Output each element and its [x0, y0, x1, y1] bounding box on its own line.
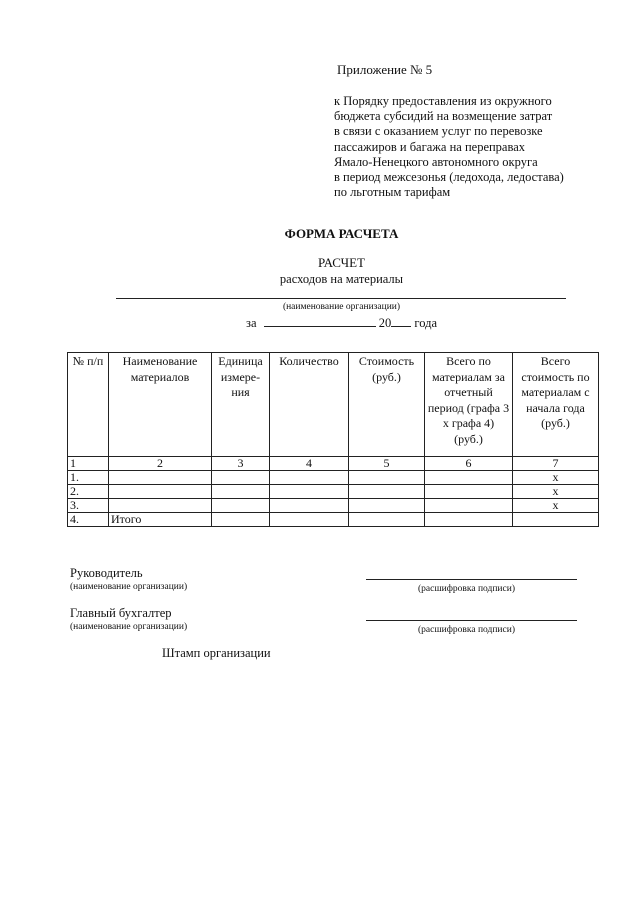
ytd-total-cell: х — [513, 485, 599, 499]
materials-table — [67, 352, 599, 527]
accountant-signature-caption: (расшифровка подписи) — [418, 625, 515, 635]
appendix-line: по льготным тарифам — [334, 185, 451, 200]
appendix-line: к Порядку предоставления из окружного — [334, 94, 552, 108]
header-cell: Наименование материалов — [109, 353, 212, 457]
period-total-cell[interactable] — [425, 499, 513, 513]
header-cell: Всего по материалам за отчетный период (графа 3 х графа 4) (руб.) — [425, 353, 513, 457]
head-org-caption: (наименование организации) — [70, 582, 188, 592]
stamp-label: Штамп организации — [162, 646, 271, 660]
header-cell: Стоимость (руб.) — [349, 353, 425, 457]
quantity-cell[interactable] — [270, 471, 349, 485]
total-label: Итого — [109, 513, 212, 527]
appendix-line: Ямало-Ненецкого автономного округа — [334, 154, 538, 169]
table-row — [68, 471, 599, 485]
header-cell: Количество — [270, 353, 349, 457]
period-total-cell[interactable] — [425, 485, 513, 499]
quantity-cell[interactable] — [270, 499, 349, 513]
period-prefix: за — [246, 316, 257, 330]
period-total-cell[interactable] — [425, 513, 513, 527]
unit-cell[interactable] — [212, 499, 270, 513]
column-number: 4 — [270, 457, 349, 471]
cost-cell[interactable] — [349, 471, 425, 485]
period-suffix: года — [414, 316, 437, 330]
appendix-title: Приложение № 5 — [337, 62, 433, 77]
material-name-cell[interactable] — [109, 471, 212, 485]
quantity-cell[interactable] — [270, 485, 349, 499]
appendix-line: в связи с оказанием услуг по перевозке — [334, 124, 543, 139]
column-number: 5 — [349, 457, 425, 471]
row-number: 2. — [68, 485, 109, 499]
accountant-signature-line[interactable] — [366, 620, 577, 621]
appendix-line: бюджета субсидий на возмещение затрат — [334, 109, 553, 124]
org-caption: (наименование организации) — [282, 302, 401, 312]
org-name-line — [116, 298, 566, 299]
column-number: 7 — [513, 457, 599, 471]
unit-cell[interactable] — [212, 485, 270, 499]
row-number: 4. — [68, 513, 109, 527]
material-name-cell[interactable] — [109, 485, 212, 499]
head-signature-caption: (расшифровка подписи) — [418, 584, 515, 594]
period-year: 20 — [378, 316, 392, 330]
ytd-total-cell: х — [513, 499, 599, 513]
cost-cell[interactable] — [349, 513, 425, 527]
ytd-total-cell[interactable] — [513, 513, 599, 527]
table-row — [68, 499, 599, 513]
appendix-line: пассажиров и багажа на переправах — [334, 139, 526, 154]
column-number: 6 — [425, 457, 513, 471]
period-line — [246, 315, 437, 331]
column-number: 1 — [68, 457, 109, 471]
material-name-cell[interactable] — [109, 499, 212, 513]
table-row-total — [68, 513, 599, 527]
cost-cell[interactable] — [349, 499, 425, 513]
head-label: Руководитель — [70, 566, 143, 580]
row-number: 3. — [68, 499, 109, 513]
header-cell: Единица измере-ния — [212, 353, 270, 457]
column-number: 3 — [212, 457, 270, 471]
head-signature-line[interactable] — [366, 579, 577, 580]
appendix-line: в период межсезонья (ледохода, ледостава) — [334, 170, 564, 185]
quantity-cell[interactable] — [270, 513, 349, 527]
table-header-row — [68, 353, 599, 457]
calc-title: РАСЧЕТ — [318, 255, 365, 270]
column-number-row — [68, 457, 599, 471]
accountant-label: Главный бухгалтер — [70, 606, 172, 620]
table-row — [68, 485, 599, 499]
accountant-org-caption: (наименование организации) — [70, 622, 188, 632]
form-title: ФОРМА РАСЧЕТА — [284, 226, 399, 241]
unit-cell[interactable] — [212, 471, 270, 485]
unit-cell[interactable] — [212, 513, 270, 527]
column-number: 2 — [109, 457, 212, 471]
row-number: 1. — [68, 471, 109, 485]
cost-cell[interactable] — [349, 485, 425, 499]
year-blank — [391, 315, 411, 327]
calc-subtitle: расходов на материалы — [279, 272, 404, 286]
period-total-cell[interactable] — [425, 471, 513, 485]
header-cell: Всего стоимость по материалам с начала года (руб.) — [513, 353, 599, 457]
header-cell: № п/п — [68, 353, 109, 457]
ytd-total-cell: х — [513, 471, 599, 485]
appendix-description — [334, 94, 594, 200]
period-blank — [264, 315, 376, 327]
